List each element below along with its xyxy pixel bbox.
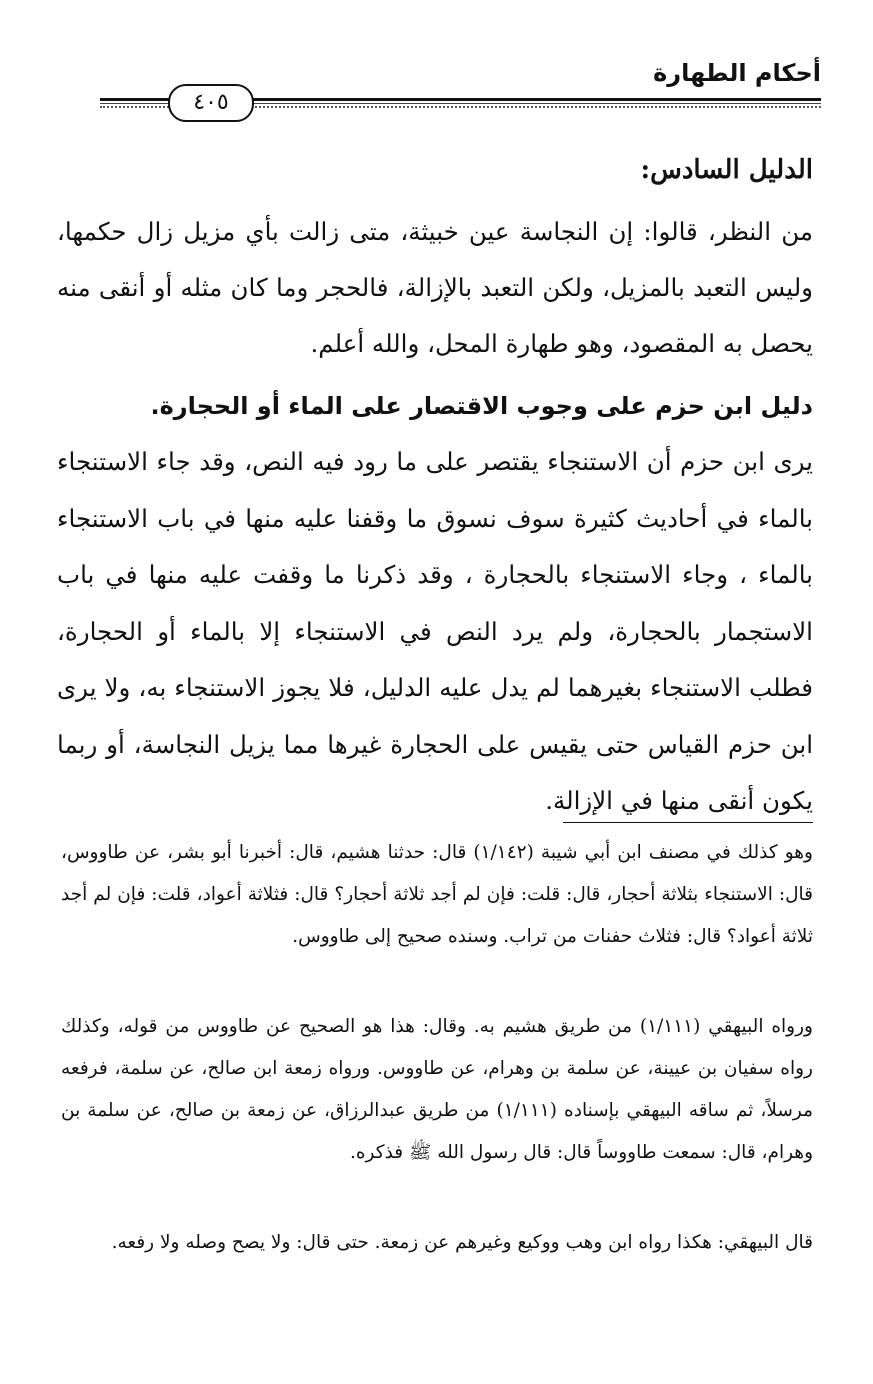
running-header-title: أحكام الطهارة xyxy=(653,59,821,87)
page-number: ٤٠٥ xyxy=(168,84,254,122)
footnote-paragraph: وهو كذلك في مصنف ابن أبي شيبة (١/١٤٢) قال: حدثنا هشيم، قال: أخبرنا أبو بشر، عن طاووس، قال: الاستنجاء بثلاثة أحجار، قال: قلت: فإن لم أجد ثلاثة أحجار؟ قال: فثلاثة أعواد، قلت: فإن لم أجد ثلاثة أعواد؟ قال: فثلاث حفنات من تراب. وسنده صحيح إلى طاووس. xyxy=(61,842,813,947)
section-heading-bold: دليل ابن حزم على وجوب الاقتصار على الماء أو الحجارة. xyxy=(150,392,813,420)
section-heading: الدليل السادس: xyxy=(640,155,813,185)
footnote-paragraph: ورواه البيهقي (١/١١١) من طريق هشيم به. وقال: هذا هو الصحيح عن طاووس من قوله، وكذلك رواه سفيان بن عيينة، عن سلمة بن وهرام، عن طاووس. ورواه زمعة ابن صالح، عن سلمة، فرفعه مرسلاً، ثم ساقه البيهقي بإسناده (١/١١١) من طريق عبدالرزاق، عن زمعة بن صالح، عن سلمة بن وهرام، قال: سمعت طاووساً قال: قال رسول الله ﷺ فذكره. xyxy=(61,1016,813,1163)
body-paragraph: من النظر، قالوا: إن النجاسة عين خبيثة، متى زالت بأي مزيل زال حكمها، وليس التعبد بالمزيل، ولكن التعبد بالإزالة، فالحجر وما كان مثله أو أنقى منه يحصل به المقصود، وهو طهارة المحل، والله أعلم. xyxy=(57,217,813,358)
body-paragraph: يرى ابن حزم أن الاستنجاء يقتصر على ما رود فيه النص، وقد جاء الاستنجاء بالماء في أحاديث كثيرة سوف نسوق ما وقفنا عليه منها في باب الاستنجاء بالماء ، وجاء الاستنجاء بالحجارة ، وقد ذكرنا ما وقفت عليه منها في باب الاستجمار بالحجارة، ولم يرد النص في الاستنجاء إلا بالماء أو الحجارة، فطلب الاستنجاء بغيرهما لم يدل عليه الدليل، فلا يجوز الاستنجاء به، ولا يرى ابن حزم القياس حتى يقيس على الحجارة غيرها مما يزيل النجاسة، أو ربما يكون أنقى منها في الإزالة. xyxy=(57,447,813,815)
footnote-separator xyxy=(563,822,813,823)
footnote-paragraph: قال البيهقي: هكذا رواه ابن وهب ووكيع وغيرهم عن زمعة. حتى قال: ولا يصح وصله ولا رفعه. xyxy=(111,1232,813,1253)
